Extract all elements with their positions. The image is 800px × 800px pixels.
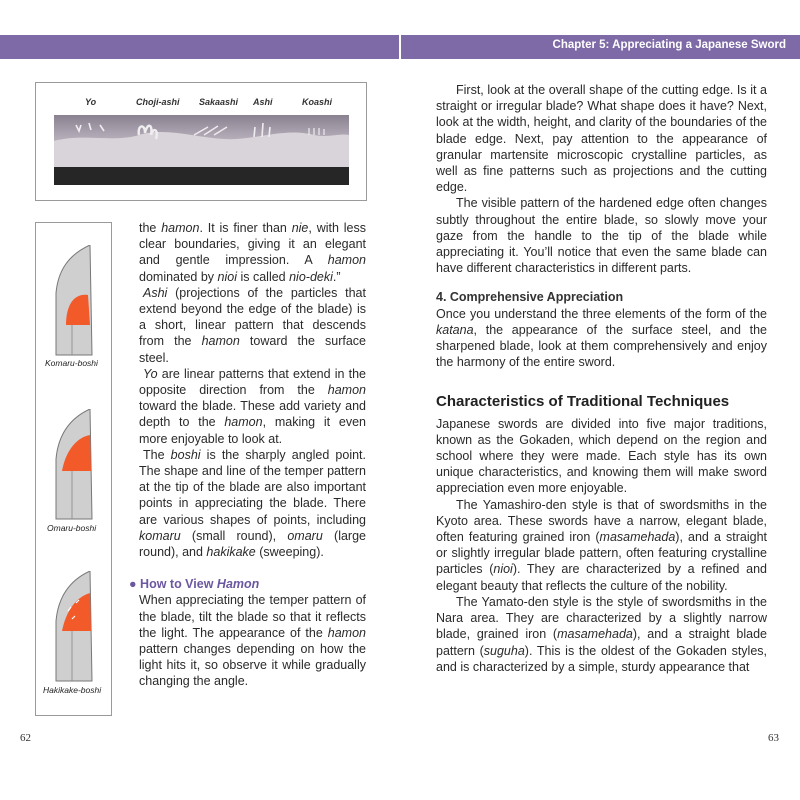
paragraph: Japanese swords are divided into five major traditions, known as the Gokaden, which depend on the region and school where they were made. Each style has its own unique characteristics, and knowing them will make sword appreciation even more enjoyable.	[436, 416, 767, 496]
page-number-right: 63	[768, 732, 779, 744]
paragraph: Yo are linear patterns that extend in the opposite direction from the hamon toward the blade. These add variety and depth to the hamon, making it even more enjoyable to look at.	[139, 366, 366, 446]
caption-komaru-boshi: Komaru-boshi	[45, 358, 98, 368]
caption-omaru-boshi: Omaru-boshi	[47, 523, 97, 533]
left-text-column	[129, 220, 366, 690]
section-heading-comprehensive: 4. Comprehensive Appreciation	[436, 290, 624, 305]
komaru-boshi-drawing	[52, 245, 96, 357]
paragraph: Once you understand the three elements of the form of the katana, the appearance of the surface steel, and the sharpened blade, look at them comprehensively and enjoy the harmony of the entire sword.	[436, 306, 767, 370]
hakikake-boshi-drawing	[52, 571, 96, 683]
paragraph: First, look at the overall shape of the cutting edge. Is it a straight or irregular blade? What shape does it have? Next, look at the width, height, and clarity of the boundaries of the blade edge. Next, pay attention to the appearance of granular martensite microscopic crystalline particles, as well as fine patterns such as projections and the cutting edge.	[436, 83, 767, 195]
caption-hakikake-boshi: Hakikake-boshi	[43, 685, 102, 695]
boshi-figure	[35, 222, 112, 716]
hamon-pattern-figure	[35, 82, 367, 201]
page-number-left: 62	[20, 732, 31, 744]
blade-section-drawing	[54, 113, 349, 187]
label-choji-ashi: Choji-ashi	[136, 97, 180, 107]
section-heading-traditions: Characteristics of Traditional Techniques	[436, 393, 730, 411]
label-ashi: Ashi	[253, 97, 273, 107]
label-yo: Yo	[85, 97, 97, 107]
paragraph: The Yamashiro-den style is that of swordsmiths in the Kyoto area. These swords have a narrow, elegant blade, often featuring grained iron (masamehada), and a straight or slightly irregular blade pattern, often featuring crystalline particles (nioi). They are characterized by a refined and elegant beauty that reflects the culture of the nobility.	[436, 497, 767, 593]
paragraph: When appreciating the temper pattern of the blade, tilt the blade so that it reflects the light. The appearance of the hamon pattern changes depending on how the light hits it, so observe it while gradually changing the angle.	[139, 593, 366, 689]
chapter-title: Chapter 5: Appreciating a Japanese Sword	[552, 39, 786, 51]
bullet-icon: ●	[129, 577, 137, 592]
paragraph: The boshi is the sharply angled point. The shape and line of the temper pattern at the tip of the blade are also important points in appreciating the blade. There are various shapes of points, including komaru (small round), omaru (large round), and hakikake (sweeping).	[139, 447, 366, 560]
omaru-boshi-drawing	[52, 409, 96, 521]
paragraph: The visible pattern of the hardened edge often changes subtly throughout the entire blade, so slowly move your gaze from the handle to the tip of the blade while appreciating it. You’ll notice that even the same blade can have different characteristics in different parts.	[436, 196, 767, 276]
label-sakaashi: Sakaashi	[199, 97, 239, 107]
paragraph: the hamon. It is finer than nie, with less clear boundaries, giving it an elegant and gentle impression. A hamon dominated by nioi is called nio-deki.”	[139, 221, 366, 284]
header-gutter	[399, 35, 401, 59]
right-text-column	[436, 82, 767, 675]
paragraph: The Yamato-den style is the style of swordsmiths in the Nara area. They are characterized by a slightly narrow blade, grained iron (masamehada), and a straight blade pattern (suguha). This is the oldest of the Gokaden styles, and is characterized by a simple, sturdy appearance that	[436, 594, 767, 674]
paragraph: Ashi (projections of the particles that extend beyond the edge of the blade) is a short, linear pattern that descends from the hamon toward the surface steel.	[139, 285, 366, 365]
sub-heading-how-to-view: ● How to View Hamon	[129, 577, 260, 592]
label-koashi: Koashi	[302, 97, 333, 107]
